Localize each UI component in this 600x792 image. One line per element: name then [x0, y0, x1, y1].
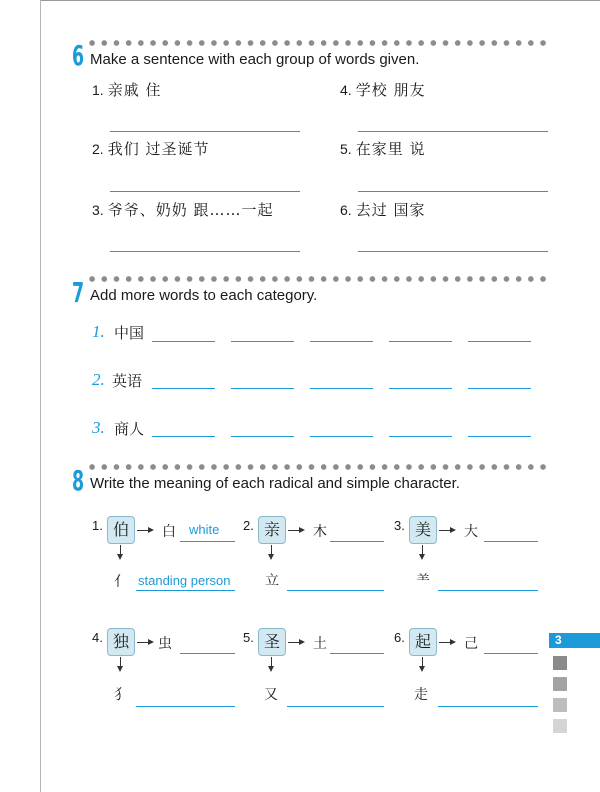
blank-line[interactable] — [389, 436, 452, 437]
answer-line[interactable] — [330, 541, 384, 542]
answer-line[interactable] — [438, 706, 538, 707]
blank-line[interactable] — [468, 436, 531, 437]
blank-line[interactable] — [389, 341, 452, 342]
gray-square — [553, 656, 567, 670]
radical-item-number: 3. — [394, 518, 405, 533]
character-box: 美 — [409, 516, 437, 544]
section-number-8: 8 — [72, 464, 85, 497]
blank-line[interactable] — [231, 341, 294, 342]
answer-line-1[interactable] — [110, 131, 300, 132]
arrow-down-icon — [271, 545, 272, 555]
category-word-3: 商人 — [114, 420, 145, 438]
blank-line[interactable] — [152, 341, 215, 342]
answer-line-6[interactable] — [358, 251, 548, 252]
arrow-down-icon — [271, 657, 272, 667]
radical-char: 走 — [414, 687, 428, 703]
blank-line[interactable] — [152, 388, 215, 389]
radical-item-number: 4. — [92, 630, 103, 645]
arrow-down-icon — [120, 657, 121, 667]
sentence-item-4: 4. 学校 朋友 — [340, 81, 426, 99]
sentence-item-3: 3. 爷爷、奶奶 跟……一起 — [92, 201, 274, 219]
radical-item-number: 5. — [243, 630, 254, 645]
component-char: 白 — [162, 524, 176, 540]
radical-char: 立 — [265, 573, 279, 589]
radical-item-number: 6. — [394, 630, 405, 645]
blank-line[interactable] — [310, 388, 373, 389]
answer-line-4[interactable] — [358, 131, 548, 132]
answer-line-3[interactable] — [110, 251, 300, 252]
gray-square — [553, 719, 567, 733]
sentence-item-1: 1. 亲戚 住 — [92, 81, 162, 99]
blank-line[interactable] — [310, 341, 373, 342]
component-char: 土 — [313, 636, 327, 652]
arrow-right-icon — [288, 642, 300, 643]
arrow-down-icon — [120, 545, 121, 555]
section-8-instruction: Write the meaning of each radical and simple character. — [90, 475, 460, 492]
category-word-1: 中国 — [114, 324, 145, 342]
section-number-7: 7 — [72, 276, 85, 309]
component-char: 虫 — [158, 636, 172, 652]
blank-line[interactable] — [231, 388, 294, 389]
answer-line[interactable] — [136, 590, 235, 591]
radical-char: 又 — [264, 687, 278, 703]
radical-item-number: 2. — [243, 518, 254, 533]
answer-line-5[interactable] — [358, 191, 548, 192]
section-number-6: 6 — [72, 39, 85, 72]
category-number-1: 1. — [92, 322, 105, 341]
answer-text: standing person — [138, 573, 231, 588]
answer-line-2[interactable] — [110, 191, 300, 192]
answer-line[interactable] — [180, 541, 235, 542]
section-6-instruction: Make a sentence with each group of words given. — [90, 51, 420, 68]
component-char: 木 — [313, 524, 327, 540]
category-number-2: 2. — [92, 370, 105, 389]
arrow-down-icon — [422, 657, 423, 667]
blank-line[interactable] — [468, 341, 531, 342]
unit-tab: 3 — [549, 633, 600, 648]
section-divider-dots — [86, 275, 552, 283]
category-word-2: 英语 — [112, 372, 143, 390]
answer-line[interactable] — [484, 541, 538, 542]
arrow-right-icon — [137, 642, 149, 643]
radical-char: 犭 — [114, 687, 128, 703]
arrow-right-icon — [439, 530, 451, 531]
blank-line[interactable] — [310, 436, 373, 437]
section-7-instruction: Add more words to each category. — [90, 287, 318, 304]
radical-item-number: 1. — [92, 518, 103, 533]
blank-line[interactable] — [231, 436, 294, 437]
radical-char: 亻 — [114, 574, 128, 590]
section-divider-dots — [86, 39, 552, 47]
page-top-border — [40, 0, 600, 5]
arrow-right-icon — [439, 642, 451, 643]
answer-text: white — [189, 522, 220, 537]
sentence-item-2: 2. 我们 过圣诞节 — [92, 140, 210, 158]
answer-line[interactable] — [287, 706, 384, 707]
gray-square — [553, 677, 567, 691]
answer-line[interactable] — [330, 653, 384, 654]
arrow-right-icon — [137, 530, 149, 531]
answer-line[interactable] — [287, 590, 384, 591]
character-box: 圣 — [258, 628, 286, 656]
character-box: 独 — [107, 628, 135, 656]
component-char: 大 — [464, 524, 478, 540]
answer-line[interactable] — [438, 590, 538, 591]
sentence-item-5: 5. 在家里 说 — [340, 140, 426, 158]
gray-square — [553, 698, 567, 712]
sentence-item-6: 6. 去过 国家 — [340, 201, 426, 219]
blank-line[interactable] — [152, 436, 215, 437]
component-char: 己 — [464, 636, 478, 652]
character-box: 亲 — [258, 516, 286, 544]
blank-line[interactable] — [389, 388, 452, 389]
radical-char: ⺷ — [416, 573, 430, 589]
character-box: 伯 — [107, 516, 135, 544]
page-left-border — [40, 0, 41, 792]
blank-line[interactable] — [468, 388, 531, 389]
arrow-right-icon — [288, 530, 300, 531]
answer-line[interactable] — [180, 653, 235, 654]
answer-line[interactable] — [484, 653, 538, 654]
category-number-3: 3. — [92, 418, 105, 437]
answer-line[interactable] — [136, 706, 235, 707]
character-box: 起 — [409, 628, 437, 656]
section-divider-dots — [86, 463, 552, 471]
arrow-down-icon — [422, 545, 423, 555]
